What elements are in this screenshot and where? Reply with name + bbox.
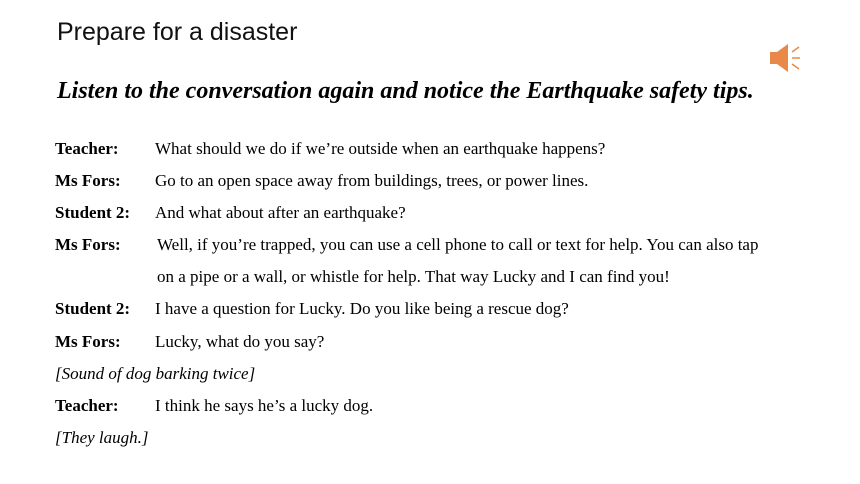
speaker-name: Student 2: [55,203,131,222]
speaker-name: Ms Fors: [55,332,121,351]
speech-text: And what about after an earthquake? [155,203,406,222]
speech-text: I have a question for Lucky. Do you like being a rescue dog? [155,299,569,318]
speaker-icon[interactable] [768,42,802,74]
speech-text: Go to an open space away from buildings, trees, or power lines. [155,171,589,190]
stage-direction: [Sound of dog barking twice] [55,364,256,383]
speaker-name: Student 2: [55,299,131,318]
speech-text: I think he says he’s a lucky dog. [155,396,374,415]
speech-text: Lucky, what do you say? [155,332,325,351]
speech-text: What should we do if we’re outside when an earthquake happens? [155,139,606,158]
speech-text: Well, if you’re trapped, you can use a cell phone to call or text for help. You can also tap [157,235,759,254]
speaker-icon-graphic [768,42,802,74]
speaker-name: Teacher: [55,396,119,415]
speech-text-continuation: on a pipe or a wall, or whistle for help. That way Lucky and I can find you! [157,267,670,286]
slide-subtitle: Listen to the conversation again and notice the Earthquake safety tips. [57,78,754,104]
slide-title: Prepare for a disaster [57,18,298,46]
stage-direction: [They laugh.] [55,428,149,447]
speaker-name: Teacher: [55,139,119,158]
speaker-name: Ms Fors: [55,171,121,190]
speaker-name: Ms Fors: [55,235,121,254]
